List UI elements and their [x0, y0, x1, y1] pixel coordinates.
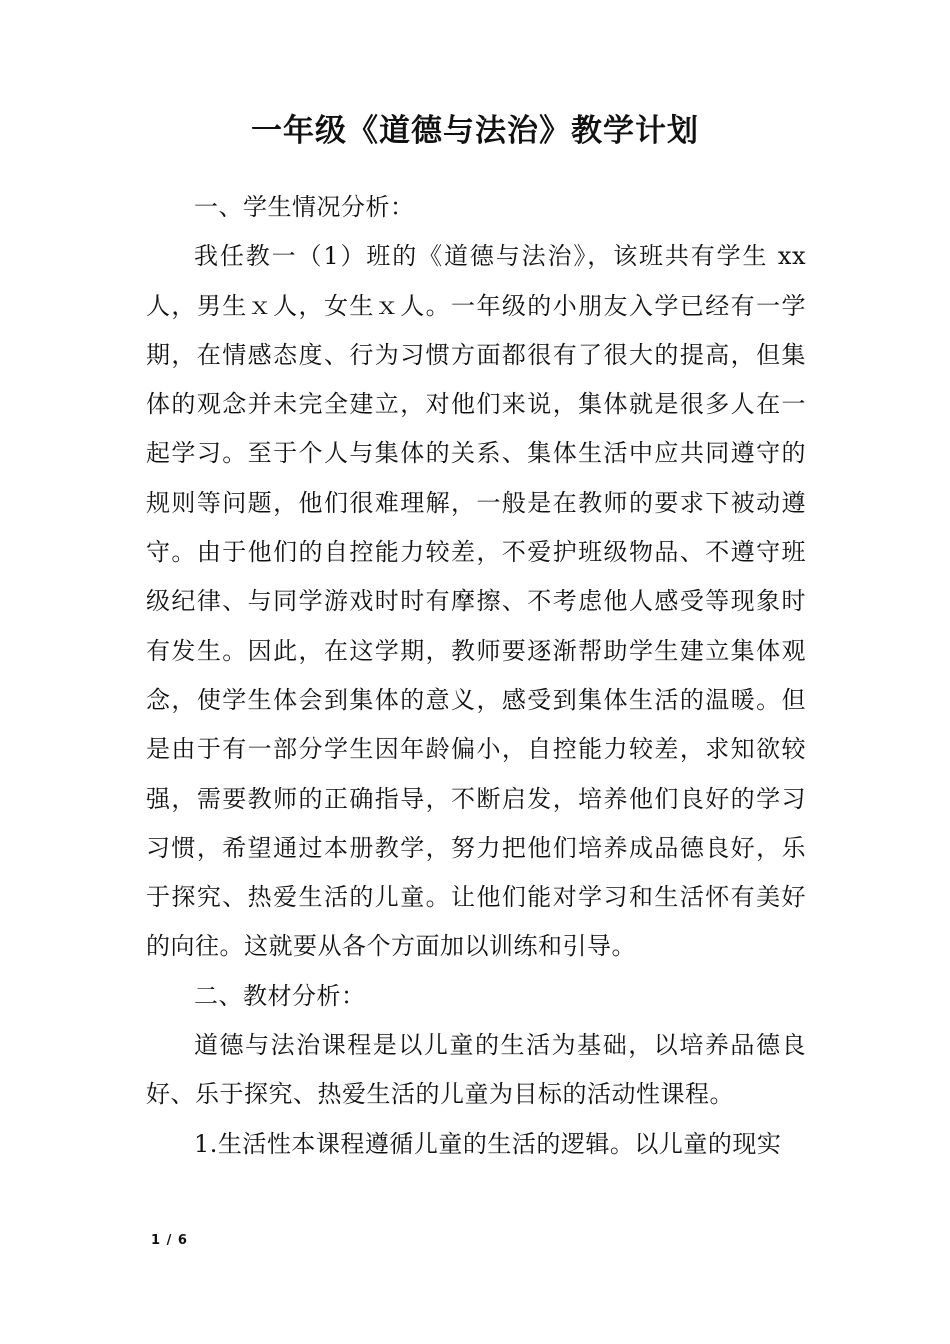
document-body [146, 183, 806, 1169]
paragraph-life-nature: 1.生活性本课程遵循儿童的生活的逻辑。以儿童的现实 [194, 1129, 782, 1158]
section-heading-textbook-analysis: 二、教材分析： [194, 981, 366, 1010]
paragraph-student-analysis: 我任教一（1）班的《道德与法治》，该班共有学生 xx人，男生ｘ人，女生ｘ人。一年级的小朋友入学已经有一学期，在情感态度、行为习惯方面都很有了很大的提高，但集体的观念并未完全建立，对他们来说，集体就是很多人在一起学习。至于个人与集体的关系、集体生活中应共同遵守的规则等问题，他们很难理解，一般是在教师的要求下被动遵守。由于他们的自控能力较差，不爱护班级物品、不遵守班级纪律、与同学游戏时时有摩擦、不考虑他人感受等现象时有发生。因此，在这学期，教师要逐渐帮助学生建立集体观念，使学生体会到集体的意义，感受到集体生活的温暖。但是由于有一部分学生因年龄偏小，自控能力较差，求知欲较强，需要教师的正确指导，不断启发，培养他们良好的学习习惯，希望通过本册教学，努力把他们培养成品德良好，乐于探究、热爱生活的儿童。让他们能对学习和生活怀有美好的向往。这就要从各个方面加以训练和引导。 [146, 242, 806, 961]
page-number: 1 / 6 [151, 1233, 188, 1248]
paragraph-course-description: 道德与法治课程是以儿童的生活为基础，以培养品德良好、乐于探究、热爱生活的儿童为目标的活动性课程。 [146, 1031, 806, 1109]
document-title: 一年级《道德与法治》教学计划 [251, 113, 699, 149]
section-heading-student-analysis: 一、学生情况分析： [194, 193, 415, 221]
